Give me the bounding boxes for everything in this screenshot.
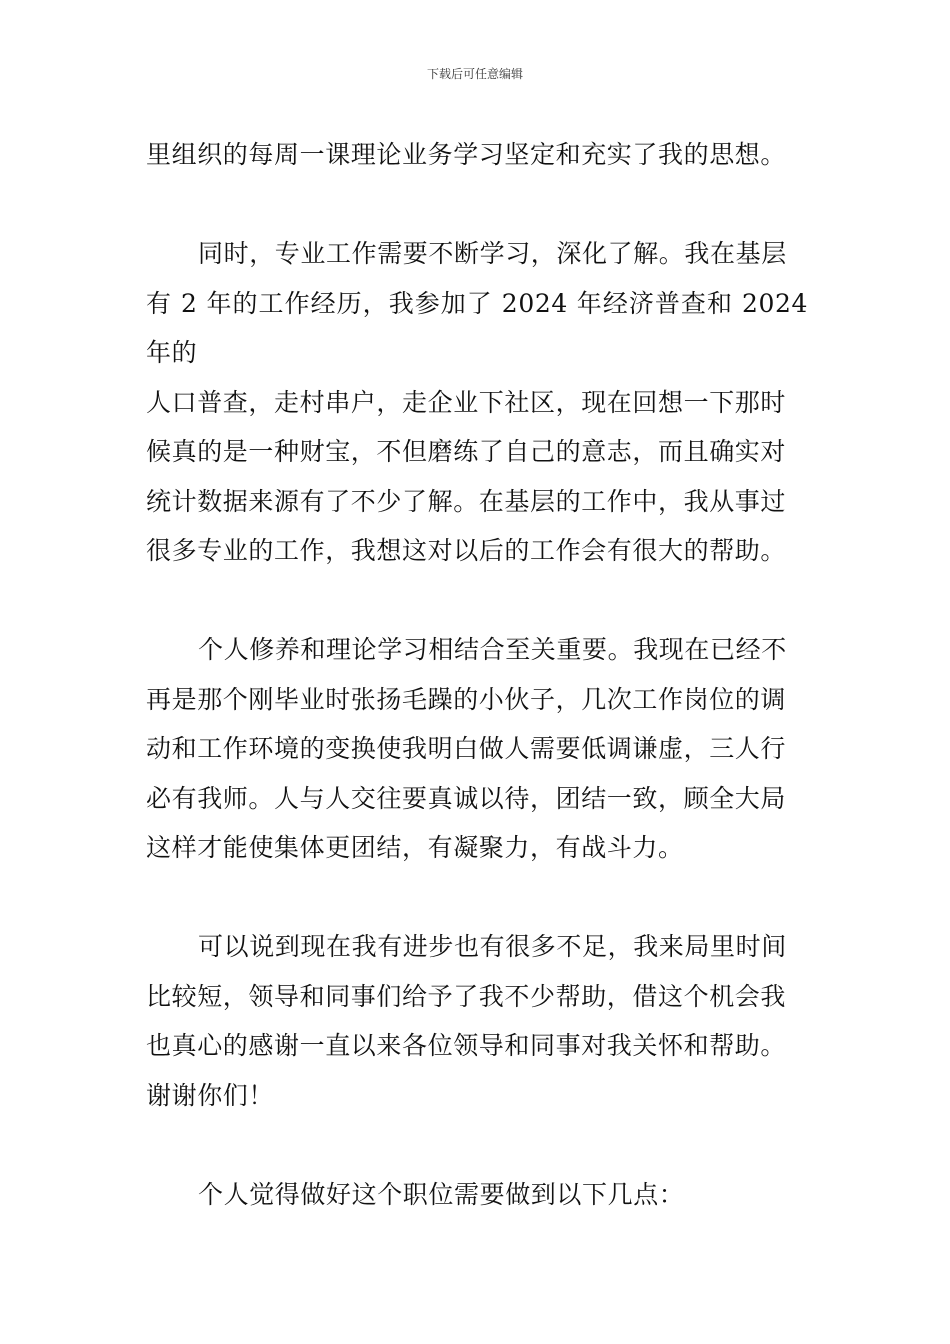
paragraph-gap	[146, 180, 808, 230]
paragraph-gap	[146, 576, 808, 626]
paragraph-job-points: 个人觉得做好这个职位需要做到以下几点：	[198, 1179, 685, 1209]
paragraph-gap	[146, 873, 808, 923]
paragraph-thanks: 可以说到现在我有进步也有很多不足，我来局里时间 比较短，领导和同事们给予了我不少帮助，借这个机会我 也真心的感谢一直以来各位领导和同事对我关怀和帮助。 谢谢你们！	[146, 932, 787, 1110]
document-body	[146, 130, 808, 1219]
paragraph-self-cultivation: 个人修养和理论学习相结合至关重要。我现在已经不 再是那个刚毕业时张扬毛躁的小伙子，几次工作岗位的调 动和工作环境的变换使我明白做人需要低调谦虚，三人行 必有我师。人与人交往要真诚以待，团结一致，顾全大局 这样才能使集体更团结，有凝聚力，有战斗力。	[146, 635, 787, 862]
paragraph-gap	[146, 1120, 808, 1170]
page-header: 下载后可任意编辑	[426, 67, 523, 81]
paragraph-professional-study: 同时，专业工作需要不断学习，深化了解。我在基层 有 2 年的工作经历，我参加了 2024 年经济普查和 2024 年的 人口普查，走村串户，走企业下社区，现在回想一下那时 候真的是一种财宝，不但磨练了自己的意志，而且确实对 统计数据来源有了不少了解。在基层的工作中，我从事过 很多专业的工作，我想这对以后的工作会有很大的帮助。	[146, 239, 808, 565]
paragraph-continuation: 里组织的每周一课理论业务学习坚定和充实了我的思想。	[146, 140, 787, 169]
